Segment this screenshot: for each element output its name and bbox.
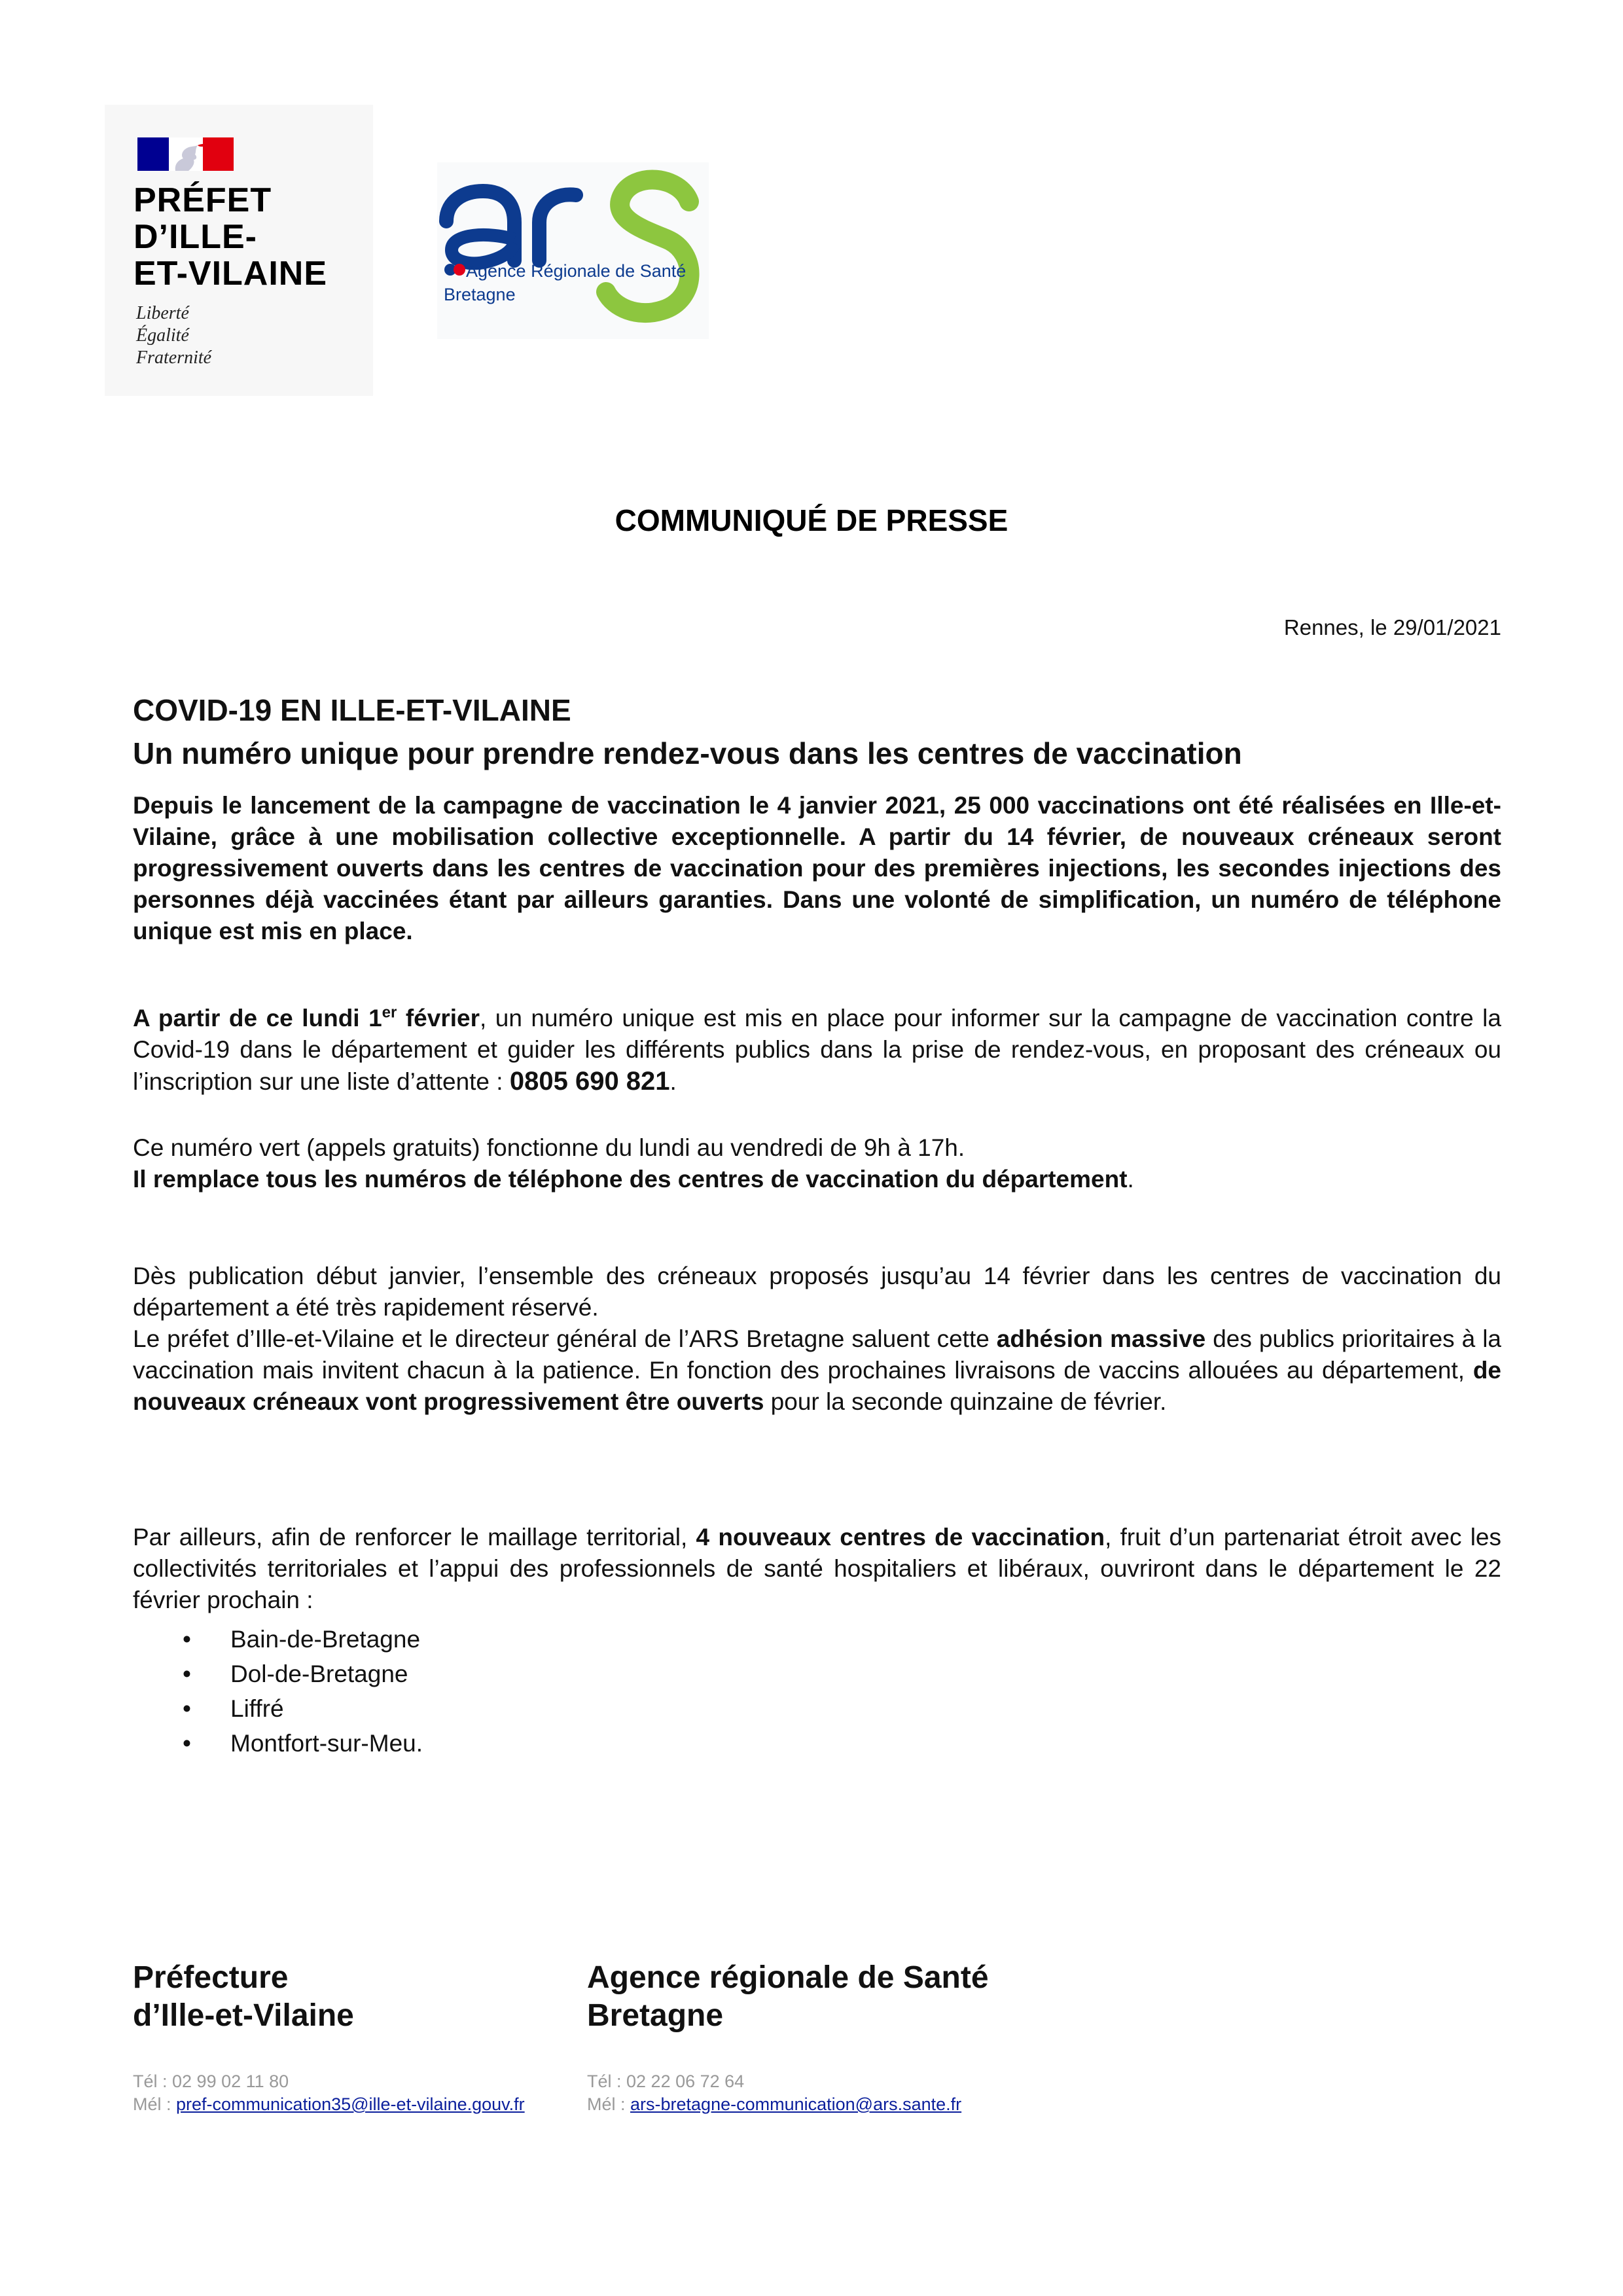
para1-sup: er bbox=[382, 1003, 397, 1022]
bullet-icon: • bbox=[183, 1626, 191, 1653]
centers-list bbox=[167, 1622, 423, 1761]
list-item: • Dol-de-Bretagne bbox=[167, 1657, 423, 1691]
prefet-name-line1: PRÉFET bbox=[134, 181, 272, 219]
para3-text2a: Le préfet d’Ille-et-Vilaine et le directeur général de l’ARS Bretagne saluent cette bbox=[133, 1325, 997, 1352]
tel-line: Tél : 02 22 06 72 64 bbox=[587, 2072, 745, 2091]
press-release-title: COMMUNIQUÉ DE PRESSE bbox=[615, 503, 1008, 537]
tel-number: 02 22 06 72 64 bbox=[626, 2072, 745, 2091]
footer-contact-ars bbox=[587, 2070, 961, 2116]
para1-lead-end: février bbox=[397, 1005, 480, 1031]
para3-text2d: de nouveaux créneaux vont progressivement être ouverts bbox=[133, 1357, 1501, 1415]
para4-c: , fruit d’un partenariat étroit avec les collectivités territoriales et l’appui des professionnels de santé hospitaliers et libéraux, ouvriront dans le département le 22 février prochain : bbox=[133, 1524, 1502, 1613]
footer-contact-prefecture bbox=[133, 2070, 525, 2116]
bullet-icon: • bbox=[183, 1695, 191, 1722]
email-link[interactable]: pref-communication35@ille-et-vilaine.gouv.fr bbox=[176, 2094, 525, 2114]
para1-lead: A partir de ce lundi 1 bbox=[133, 1005, 382, 1031]
para4-b: 4 nouveaux centres de vaccination bbox=[696, 1524, 1105, 1551]
para1-end: . bbox=[669, 1068, 677, 1095]
subheadline: Un numéro unique pour prendre rendez-vous dans les centres de vaccination bbox=[133, 736, 1242, 770]
prefet-logo bbox=[105, 105, 373, 396]
paragraph-hours bbox=[133, 1132, 1501, 1195]
lead-paragraph: Depuis le lancement de la campagne de vaccination le 4 janvier 2021, 25 000 vaccinations ont été réalisées en Ille-et-Vilaine, grâce à une mobilisation collective exceptionnelle. A partir du 14 février, de nouveaux créneaux seront progressivement ouverts dans les centres de vaccination pour des premières injections, les secondes injections des personnes déjà vaccinées étant par ailleurs garanties. Dans une volonté de simplification, un numéro de téléphone unique est mis en place. bbox=[133, 792, 1501, 944]
ars-wordmark-icon bbox=[437, 162, 709, 339]
list-item: • Montfort-sur-Meu. bbox=[167, 1726, 423, 1761]
ars-subtitle: Agence Régionale de Santé bbox=[466, 261, 687, 281]
para3-text2e: pour la seconde quinzaine de février. bbox=[764, 1388, 1167, 1415]
prefet-name bbox=[134, 182, 327, 292]
paragraph-phone-number bbox=[133, 1003, 1501, 1098]
para1-body: , un numéro unique est mis en place pour informer sur la campagne de vaccination contre la Covid-19 dans le département et guider les différents publics dans la prise de rendez-vous, en proposant des créneaux ou l’inscription sur une liste d’attente : bbox=[133, 1005, 1501, 1095]
tel-number: 02 99 02 11 80 bbox=[172, 2072, 289, 2091]
para3-text2c: des publics prioritaires à la vaccination mais invitent chacun à la patience. En fonction des prochaines livraisons de vaccins allouées au département, bbox=[133, 1325, 1501, 1384]
list-item: • Bain-de-Bretagne bbox=[167, 1622, 423, 1657]
paragraph-slots bbox=[133, 1261, 1501, 1418]
para3-text2b: adhésion massive bbox=[996, 1325, 1206, 1352]
para2-line1: Ce numéro vert (appels gratuits) fonctionne du lundi au vendredi de 9h à 17h. bbox=[133, 1134, 965, 1161]
marianne-flag-icon bbox=[137, 137, 234, 171]
republic-motto bbox=[136, 302, 211, 369]
tel-line: Tél : 02 99 02 11 80 bbox=[133, 2072, 289, 2091]
email-link[interactable]: ars-bretagne-communication@ars.sante.fr bbox=[630, 2094, 962, 2114]
date-line: Rennes, le 29/01/2021 bbox=[1283, 615, 1501, 639]
bullet-icon: • bbox=[183, 1730, 191, 1757]
ars-region: Bretagne bbox=[444, 285, 516, 304]
motto-liberte: Liberté bbox=[136, 303, 189, 323]
para2-line2: Il remplace tous les numéros de téléphone des centres de vaccination du département bbox=[133, 1166, 1128, 1193]
footer-org-ars: Agence régionale de Santé Bretagne bbox=[587, 1960, 989, 2033]
motto-fraternite: Fraternité bbox=[136, 348, 212, 368]
mail-line: Mél : ars-bretagne-communication@ars.sante.fr bbox=[587, 2094, 962, 2114]
para4-a: Par ailleurs, afin de renforcer le maillage territorial, bbox=[133, 1524, 696, 1551]
ars-logo bbox=[437, 162, 709, 339]
mail-line: Mél : pref-communication35@ille-et-vilaine.gouv.fr bbox=[133, 2094, 525, 2114]
motto-egalite: Égalité bbox=[136, 325, 189, 346]
para2-line2-end: . bbox=[1127, 1166, 1134, 1193]
footer-org-prefecture: Préfecture d’Ille-et-Vilaine bbox=[133, 1960, 354, 2033]
prefet-name-line2: D’ILLE- bbox=[134, 218, 257, 256]
bullet-icon: • bbox=[183, 1660, 191, 1687]
para3-text1: Dès publication début janvier, l’ensemble des créneaux proposés jusqu’au 14 février dans les centres de vaccination du département a été très rapidement réservé. bbox=[133, 1263, 1501, 1321]
prefet-name-line3: ET-VILAINE bbox=[134, 255, 328, 293]
phone-number: 0805 690 821 bbox=[509, 1067, 670, 1096]
headline: COVID-19 EN ILLE-ET-VILAINE bbox=[133, 693, 571, 727]
paragraph-new-centers bbox=[133, 1522, 1501, 1616]
list-item: • Liffré bbox=[167, 1691, 423, 1726]
